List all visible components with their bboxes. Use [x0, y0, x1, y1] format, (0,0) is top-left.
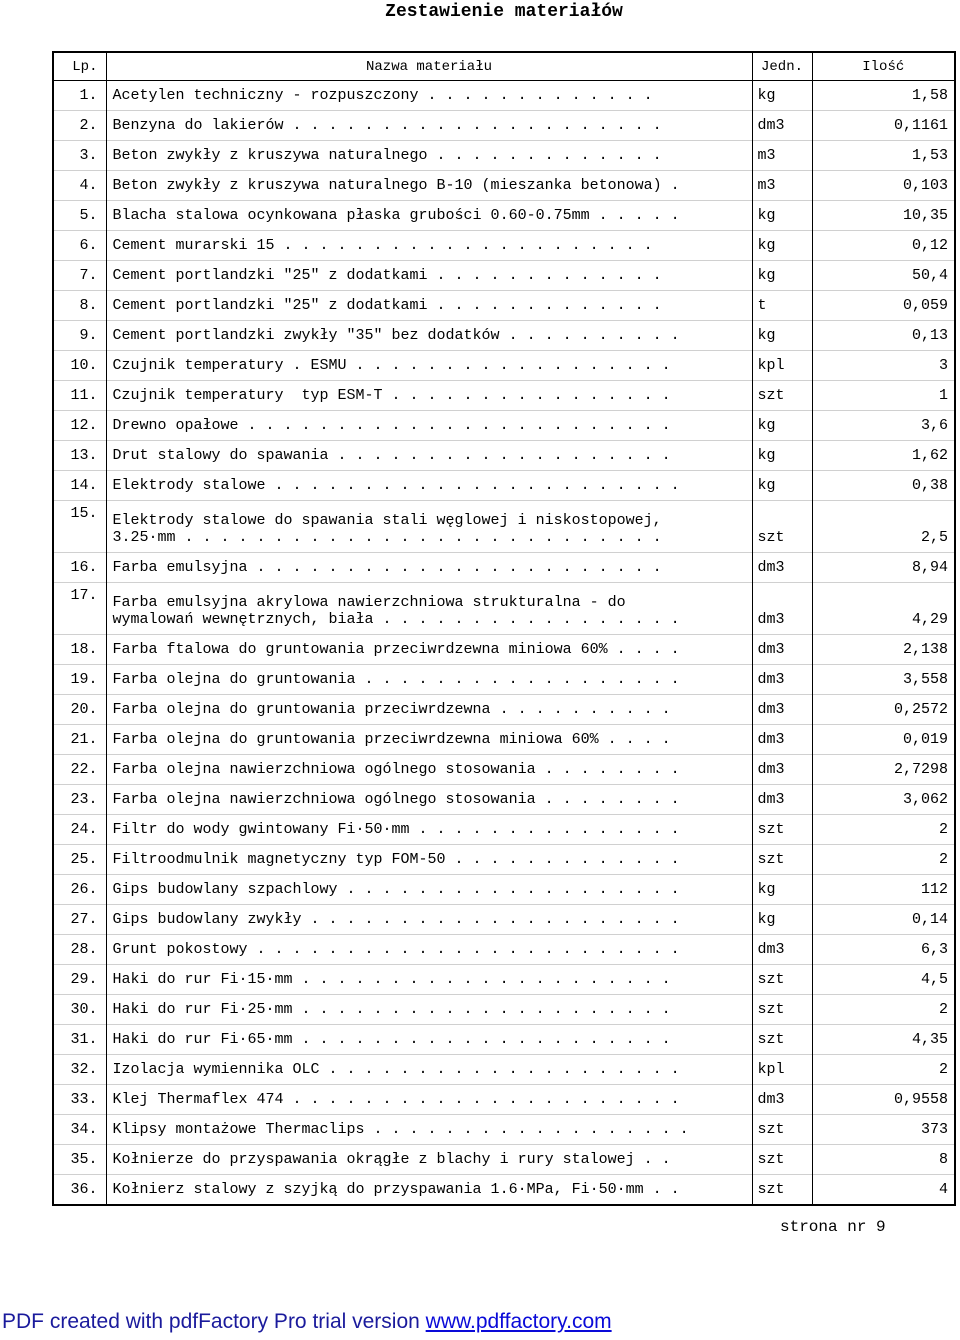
row-unit: dm3	[752, 755, 812, 785]
row-unit: dm3	[752, 111, 812, 141]
row-lp: 22.	[54, 755, 106, 785]
row-unit: kg	[752, 875, 812, 905]
row-material-name: Farba olejna do gruntowania przeciwrdzewna . . . . . . . . . .	[106, 695, 752, 725]
row-quantity: 4,5	[812, 965, 954, 995]
row-quantity: 1,53	[812, 141, 954, 171]
table-row	[54, 1085, 954, 1115]
row-unit: dm3	[752, 695, 812, 725]
row-lp: 29.	[54, 965, 106, 995]
pdf-note-text: PDF created with pdfFactory Pro trial version	[2, 1310, 426, 1333]
table-row	[54, 583, 954, 635]
pdf-watermark-note	[2, 1310, 612, 1334]
page-title: Zestawienie materiałów	[385, 2, 623, 22]
row-quantity: 0,9558	[812, 1085, 954, 1115]
row-unit: dm3	[752, 583, 812, 635]
table-row	[54, 1145, 954, 1175]
table-row	[54, 441, 954, 471]
row-quantity: 3,558	[812, 665, 954, 695]
row-lp: 10.	[54, 351, 106, 381]
table-row	[54, 553, 954, 583]
table-row	[54, 815, 954, 845]
row-lp: 16.	[54, 553, 106, 583]
row-lp: 27.	[54, 905, 106, 935]
row-lp: 4.	[54, 171, 106, 201]
column-header-lp: Lp.	[54, 53, 106, 81]
row-lp: 17.	[54, 583, 106, 635]
row-lp: 15.	[54, 501, 106, 553]
row-material-name: Klipsy montażowe Thermaclips . . . . . . . . . . . . . . . . . .	[106, 1115, 752, 1145]
row-quantity: 0,1161	[812, 111, 954, 141]
row-material-name: Farba olejna do gruntowania przeciwrdzewna miniowa 60% . . . .	[106, 725, 752, 755]
row-lp: 13.	[54, 441, 106, 471]
row-lp: 35.	[54, 1145, 106, 1175]
table-row	[54, 291, 954, 321]
table-row	[54, 351, 954, 381]
column-header-unit: Jedn.	[752, 53, 812, 81]
row-material-name: Czujnik temperatury typ ESM-T . . . . . . . . . . . . . . . .	[106, 381, 752, 411]
row-material-name: Farba olejna do gruntowania . . . . . . . . . . . . . . . . . .	[106, 665, 752, 695]
row-material-name	[106, 501, 752, 553]
row-material-name: Kołnierz stalowy z szyjką do przyspawania 1.6·MPa, Fi·50·mm . .	[106, 1175, 752, 1205]
row-lp: 1.	[54, 81, 106, 111]
row-material-name: Haki do rur Fi·25·mm . . . . . . . . . . . . . . . . . . . . .	[106, 995, 752, 1025]
row-quantity: 6,3	[812, 935, 954, 965]
row-unit: szt	[752, 965, 812, 995]
row-material-name: Farba ftalowa do gruntowania przeciwrdzewna miniowa 60% . . . .	[106, 635, 752, 665]
table-row	[54, 141, 954, 171]
row-unit: t	[752, 291, 812, 321]
row-quantity: 2,5	[812, 501, 954, 553]
row-material-name: Acetylen techniczny - rozpuszczony . . . . . . . . . . . . .	[106, 81, 752, 111]
row-material-name: Blacha stalowa ocynkowana płaska grubości 0.60-0.75mm . . . . .	[106, 201, 752, 231]
row-unit: szt	[752, 1175, 812, 1205]
row-lp: 26.	[54, 875, 106, 905]
row-quantity: 2	[812, 845, 954, 875]
table-row	[54, 411, 954, 441]
row-material-name: Farba emulsyjna . . . . . . . . . . . . . . . . . . . . . . .	[106, 553, 752, 583]
row-unit: dm3	[752, 665, 812, 695]
row-quantity: 10,35	[812, 201, 954, 231]
row-unit: dm3	[752, 553, 812, 583]
row-unit: szt	[752, 1025, 812, 1055]
row-material-name: Czujnik temperatury . ESMU . . . . . . . . . . . . . . . . . .	[106, 351, 752, 381]
table-row	[54, 1175, 954, 1205]
row-lp: 3.	[54, 141, 106, 171]
row-quantity: 8	[812, 1145, 954, 1175]
row-material-name: Drewno opałowe . . . . . . . . . . . . . . . . . . . . . . . .	[106, 411, 752, 441]
row-lp: 11.	[54, 381, 106, 411]
row-material-name-line2: wymalowań wewnętrznych, biała . . . . . . . . . . . . . . . . .	[112, 611, 680, 628]
table-row	[54, 695, 954, 725]
table-row	[54, 231, 954, 261]
row-lp: 28.	[54, 935, 106, 965]
table-row	[54, 665, 954, 695]
row-quantity: 8,94	[812, 553, 954, 583]
row-lp: 12.	[54, 411, 106, 441]
row-material-name: Cement murarski 15 . . . . . . . . . . . . . . . . . . . . .	[106, 231, 752, 261]
row-lp: 34.	[54, 1115, 106, 1145]
row-material-name: Cement portlandzki zwykły "35" bez dodatków . . . . . . . . . .	[106, 321, 752, 351]
row-material-name-line1: Elektrody stalowe do spawania stali węglowej i niskostopowej,	[112, 512, 662, 529]
row-quantity: 4	[812, 1175, 954, 1205]
table-row	[54, 785, 954, 815]
row-material-name: Farba olejna nawierzchniowa ogólnego stosowania . . . . . . . .	[106, 785, 752, 815]
row-unit: szt	[752, 815, 812, 845]
row-unit: kg	[752, 905, 812, 935]
row-quantity: 0,14	[812, 905, 954, 935]
row-lp: 32.	[54, 1055, 106, 1085]
row-material-name-line1: Farba emulsyjna akrylowa nawierzchniowa strukturalna - do	[112, 594, 626, 611]
row-material-name: Beton zwykły z kruszywa naturalnego B-10 (mieszanka betonowa) .	[106, 171, 752, 201]
row-quantity: 3,6	[812, 411, 954, 441]
row-unit: szt	[752, 381, 812, 411]
row-lp: 8.	[54, 291, 106, 321]
table-row	[54, 1115, 954, 1145]
table-row	[54, 111, 954, 141]
column-header-name: Nazwa materiału	[106, 53, 752, 81]
row-unit: dm3	[752, 635, 812, 665]
table-row	[54, 995, 954, 1025]
row-lp: 20.	[54, 695, 106, 725]
row-material-name: Kołnierze do przyspawania okrągłe z blachy i rury stalowej . .	[106, 1145, 752, 1175]
row-material-name: Elektrody stalowe . . . . . . . . . . . . . . . . . . . . . . .	[106, 471, 752, 501]
table-row	[54, 1055, 954, 1085]
row-quantity: 4,35	[812, 1025, 954, 1055]
row-lp: 21.	[54, 725, 106, 755]
row-unit: szt	[752, 845, 812, 875]
table-row	[54, 725, 954, 755]
row-lp: 14.	[54, 471, 106, 501]
row-unit: m3	[752, 171, 812, 201]
table-row	[54, 965, 954, 995]
row-quantity: 4,29	[812, 583, 954, 635]
row-material-name: Filtr do wody gwintowany Fi·50·mm . . . . . . . . . . . . . . .	[106, 815, 752, 845]
table-row	[54, 501, 954, 553]
page-number: 9	[876, 1218, 886, 1236]
row-quantity: 2	[812, 1055, 954, 1085]
row-lp: 6.	[54, 231, 106, 261]
row-quantity: 373	[812, 1115, 954, 1145]
row-unit: kpl	[752, 1055, 812, 1085]
row-lp: 25.	[54, 845, 106, 875]
row-quantity: 2	[812, 995, 954, 1025]
row-material-name-line2: 3.25·mm . . . . . . . . . . . . . . . . . . . . . . . . . . .	[112, 529, 662, 546]
materials-table	[54, 53, 954, 1204]
table-row	[54, 875, 954, 905]
row-material-name: Grunt pokostowy . . . . . . . . . . . . . . . . . . . . . . . .	[106, 935, 752, 965]
row-quantity: 1	[812, 381, 954, 411]
row-lp: 2.	[54, 111, 106, 141]
row-quantity: 0,38	[812, 471, 954, 501]
row-unit: dm3	[752, 1085, 812, 1115]
row-unit: szt	[752, 501, 812, 553]
page-footer	[780, 1218, 886, 1236]
pdf-note-link[interactable]: www.pdffactory.com	[425, 1310, 612, 1333]
row-unit: szt	[752, 1115, 812, 1145]
table-row	[54, 1025, 954, 1055]
row-unit: dm3	[752, 785, 812, 815]
table-row	[54, 905, 954, 935]
row-quantity: 3	[812, 351, 954, 381]
row-unit: kg	[752, 231, 812, 261]
row-quantity: 0,12	[812, 231, 954, 261]
table-row	[54, 471, 954, 501]
row-quantity: 1,58	[812, 81, 954, 111]
row-unit: dm3	[752, 935, 812, 965]
table-row	[54, 81, 954, 111]
row-material-name: Cement portlandzki "25" z dodatkami . . . . . . . . . . . . .	[106, 261, 752, 291]
row-quantity: 50,4	[812, 261, 954, 291]
row-lp: 18.	[54, 635, 106, 665]
row-unit: kg	[752, 321, 812, 351]
row-lp: 30.	[54, 995, 106, 1025]
row-unit: kg	[752, 471, 812, 501]
row-quantity: 2,138	[812, 635, 954, 665]
column-header-qty: Ilość	[812, 53, 954, 81]
row-lp: 31.	[54, 1025, 106, 1055]
row-quantity: 1,62	[812, 441, 954, 471]
materials-table-frame	[52, 51, 956, 1206]
row-lp: 5.	[54, 201, 106, 231]
table-row	[54, 201, 954, 231]
row-material-name: Gips budowlany szpachlowy . . . . . . . . . . . . . . . . . . .	[106, 875, 752, 905]
row-quantity: 2	[812, 815, 954, 845]
table-row	[54, 261, 954, 291]
row-material-name: Klej Thermaflex 474 . . . . . . . . . . . . . . . . . . . . . .	[106, 1085, 752, 1115]
row-unit: szt	[752, 995, 812, 1025]
table-row	[54, 171, 954, 201]
row-lp: 9.	[54, 321, 106, 351]
table-body	[54, 81, 954, 1205]
row-material-name: Haki do rur Fi·15·mm . . . . . . . . . . . . . . . . . . . . .	[106, 965, 752, 995]
row-material-name: Farba olejna nawierzchniowa ogólnego stosowania . . . . . . . .	[106, 755, 752, 785]
row-material-name: Drut stalowy do spawania . . . . . . . . . . . . . . . . . . .	[106, 441, 752, 471]
table-row	[54, 845, 954, 875]
row-material-name: Benzyna do lakierów . . . . . . . . . . . . . . . . . . . . .	[106, 111, 752, 141]
row-quantity: 0,059	[812, 291, 954, 321]
table-row	[54, 635, 954, 665]
row-material-name: Haki do rur Fi·65·mm . . . . . . . . . . . . . . . . . . . . .	[106, 1025, 752, 1055]
table-header-row	[54, 53, 954, 81]
row-material-name: Filtroodmulnik magnetyczny typ FOM-50 . . . . . . . . . . . . .	[106, 845, 752, 875]
page-label: strona nr	[780, 1218, 867, 1236]
row-material-name: Izolacja wymiennika OLC . . . . . . . . . . . . . . . . . . . .	[106, 1055, 752, 1085]
row-lp: 23.	[54, 785, 106, 815]
row-material-name: Cement portlandzki "25" z dodatkami . . . . . . . . . . . . .	[106, 291, 752, 321]
table-row	[54, 381, 954, 411]
row-quantity: 3,062	[812, 785, 954, 815]
table-row	[54, 321, 954, 351]
row-unit: kg	[752, 201, 812, 231]
row-quantity: 0,2572	[812, 695, 954, 725]
row-quantity: 112	[812, 875, 954, 905]
row-quantity: 2,7298	[812, 755, 954, 785]
row-unit: kg	[752, 261, 812, 291]
row-quantity: 0,019	[812, 725, 954, 755]
row-lp: 24.	[54, 815, 106, 845]
row-unit: kg	[752, 81, 812, 111]
row-quantity: 0,103	[812, 171, 954, 201]
row-unit: szt	[752, 1145, 812, 1175]
row-unit: m3	[752, 141, 812, 171]
table-row	[54, 755, 954, 785]
row-lp: 19.	[54, 665, 106, 695]
row-quantity: 0,13	[812, 321, 954, 351]
row-unit: kpl	[752, 351, 812, 381]
row-unit: kg	[752, 441, 812, 471]
row-material-name: Gips budowlany zwykły . . . . . . . . . . . . . . . . . . . . .	[106, 905, 752, 935]
row-unit: kg	[752, 411, 812, 441]
row-material-name: Beton zwykły z kruszywa naturalnego . . . . . . . . . . . . .	[106, 141, 752, 171]
table-row	[54, 935, 954, 965]
row-lp: 33.	[54, 1085, 106, 1115]
row-lp: 36.	[54, 1175, 106, 1205]
row-material-name	[106, 583, 752, 635]
row-lp: 7.	[54, 261, 106, 291]
row-unit: dm3	[752, 725, 812, 755]
